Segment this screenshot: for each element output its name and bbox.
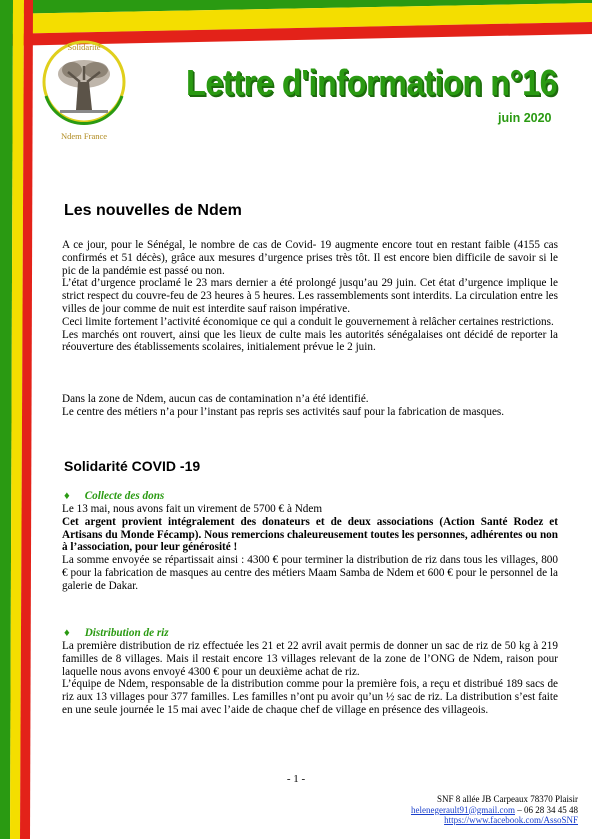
page-number: - 1 - [286,773,306,785]
collecte-line: La somme envoyée se répartissait ainsi : 4300 € pour terminer la distribution de riz dans tous les villages, 800 € pour la fabrication de masques au centre des métiers Maam Samba de Ndem et 600 € pour le personnel de la galerie de Dakar. [62,554,558,592]
riz-title: Distribution de riz [84,627,169,639]
riz-paragraph: L’équipe de Ndem, responsable de la distribution comme pour la première fois, a reçu et distribué 189 sacs de riz aux 13 villages pour 377 familles. Les familles n’ont pu avoir qu’un ½ sac de riz. La distribution s’est faite en une seule journée le 15 mai avec l’aide de chaque chef de village en présence des villageois. [62,678,558,716]
diamond-bullet-icon: ♦ [64,627,70,639]
riz-paragraph: La première distribution de riz effectuée les 21 et 22 avril avait permis de donner un sac de riz de 50 kg à 219 familles de 8 villages. Mais il restait encore 13 villages relevant de la zone de l’ONG de Ndem, raison pour laquelle nous avons envoyé 4300 € pour un deuxième achat de riz. [62,640,558,678]
left-flag-stripes [0,0,36,839]
contact-line [411,805,578,816]
news-body-2 [62,393,558,419]
collecte-title: Collecte des dons [84,490,165,502]
news-paragraph: Le centre des métiers n’a pour l’instant pas repris ses activités sauf pour la fabrication de masques. [62,405,505,418]
phone-number: – 06 28 34 45 48 [515,804,578,815]
facebook-line [411,815,578,826]
email-link[interactable]: helenegerault91@gmail.com [410,804,515,815]
logo-bottom-text: Ndem France [60,131,108,141]
news-heading: Les nouvelles de Ndem [64,202,242,219]
collecte-line: Le 13 mai, nous avons fait un virement de 5700 € à Ndem [62,503,323,515]
postal-address: SNF 8 allée JB Carpeaux 78370 Plaisir [437,794,578,804]
footer-address [411,794,578,826]
solidarite-ndem-logo [40,30,128,142]
news-paragraph: A ce jour, pour le Sénégal, le nombre de cas de Covid- 19 augmente encore tout en restant faible (4155 cas confirmés et 51 décès), grâce aux mesures d’urgence prises très tôt. Il est encore bien difficile de savoir si le pic de la pandémie est passé ou non. [62,239,558,277]
diamond-bullet-icon: ♦ [64,490,70,502]
collecte-body [62,503,558,593]
news-paragraph: Ceci limite fortement l’activité économique ce qui a conduit le gouvernement à relâcher certaines restrictions. [62,315,554,328]
news-paragraph: Dans la zone de Ndem, aucun cas de contamination n’a été identifié. [62,393,369,405]
news-paragraph: L’état d’urgence proclamé le 23 mars dernier a été prolongé jusqu’au 29 juin. Cet état d’urgence implique le strict respect du couvre-feu de 23 heures à 5 heures. Les rassemblements sont interdits. La circulation entre les villes de jour comme de nuit est interdite sauf raison impérative. [62,277,558,315]
issue-date: juin 2020 [498,111,552,125]
riz-subheading [64,627,169,639]
collecte-thanks: Cet argent provient intégralement des donateurs et de deux associations (Action Santé Rodez et Artisans du Monde Fécamp). Nous remercions chaleureusement toutes les personnes, adhérentes ou non à l’association, pour leur générosité ! [62,515,558,554]
riz-body [62,640,558,717]
news-paragraph: Les marchés ont rouvert, ainsi que les lieux de culte mais les autorités sénégalaises ont décidé de reporter la réouverture des établissements scolaires, initialement prévue le 2 juin. [62,328,558,354]
facebook-link[interactable]: https://www.facebook.com/AssoSNF [444,815,578,825]
news-body [62,239,558,354]
logo-top-text: Solidarité [67,42,101,52]
newsletter-title: Lettre d'information n°16 [186,62,558,103]
collecte-subheading [64,490,164,502]
covid-heading: Solidarité COVID -19 [64,458,201,474]
